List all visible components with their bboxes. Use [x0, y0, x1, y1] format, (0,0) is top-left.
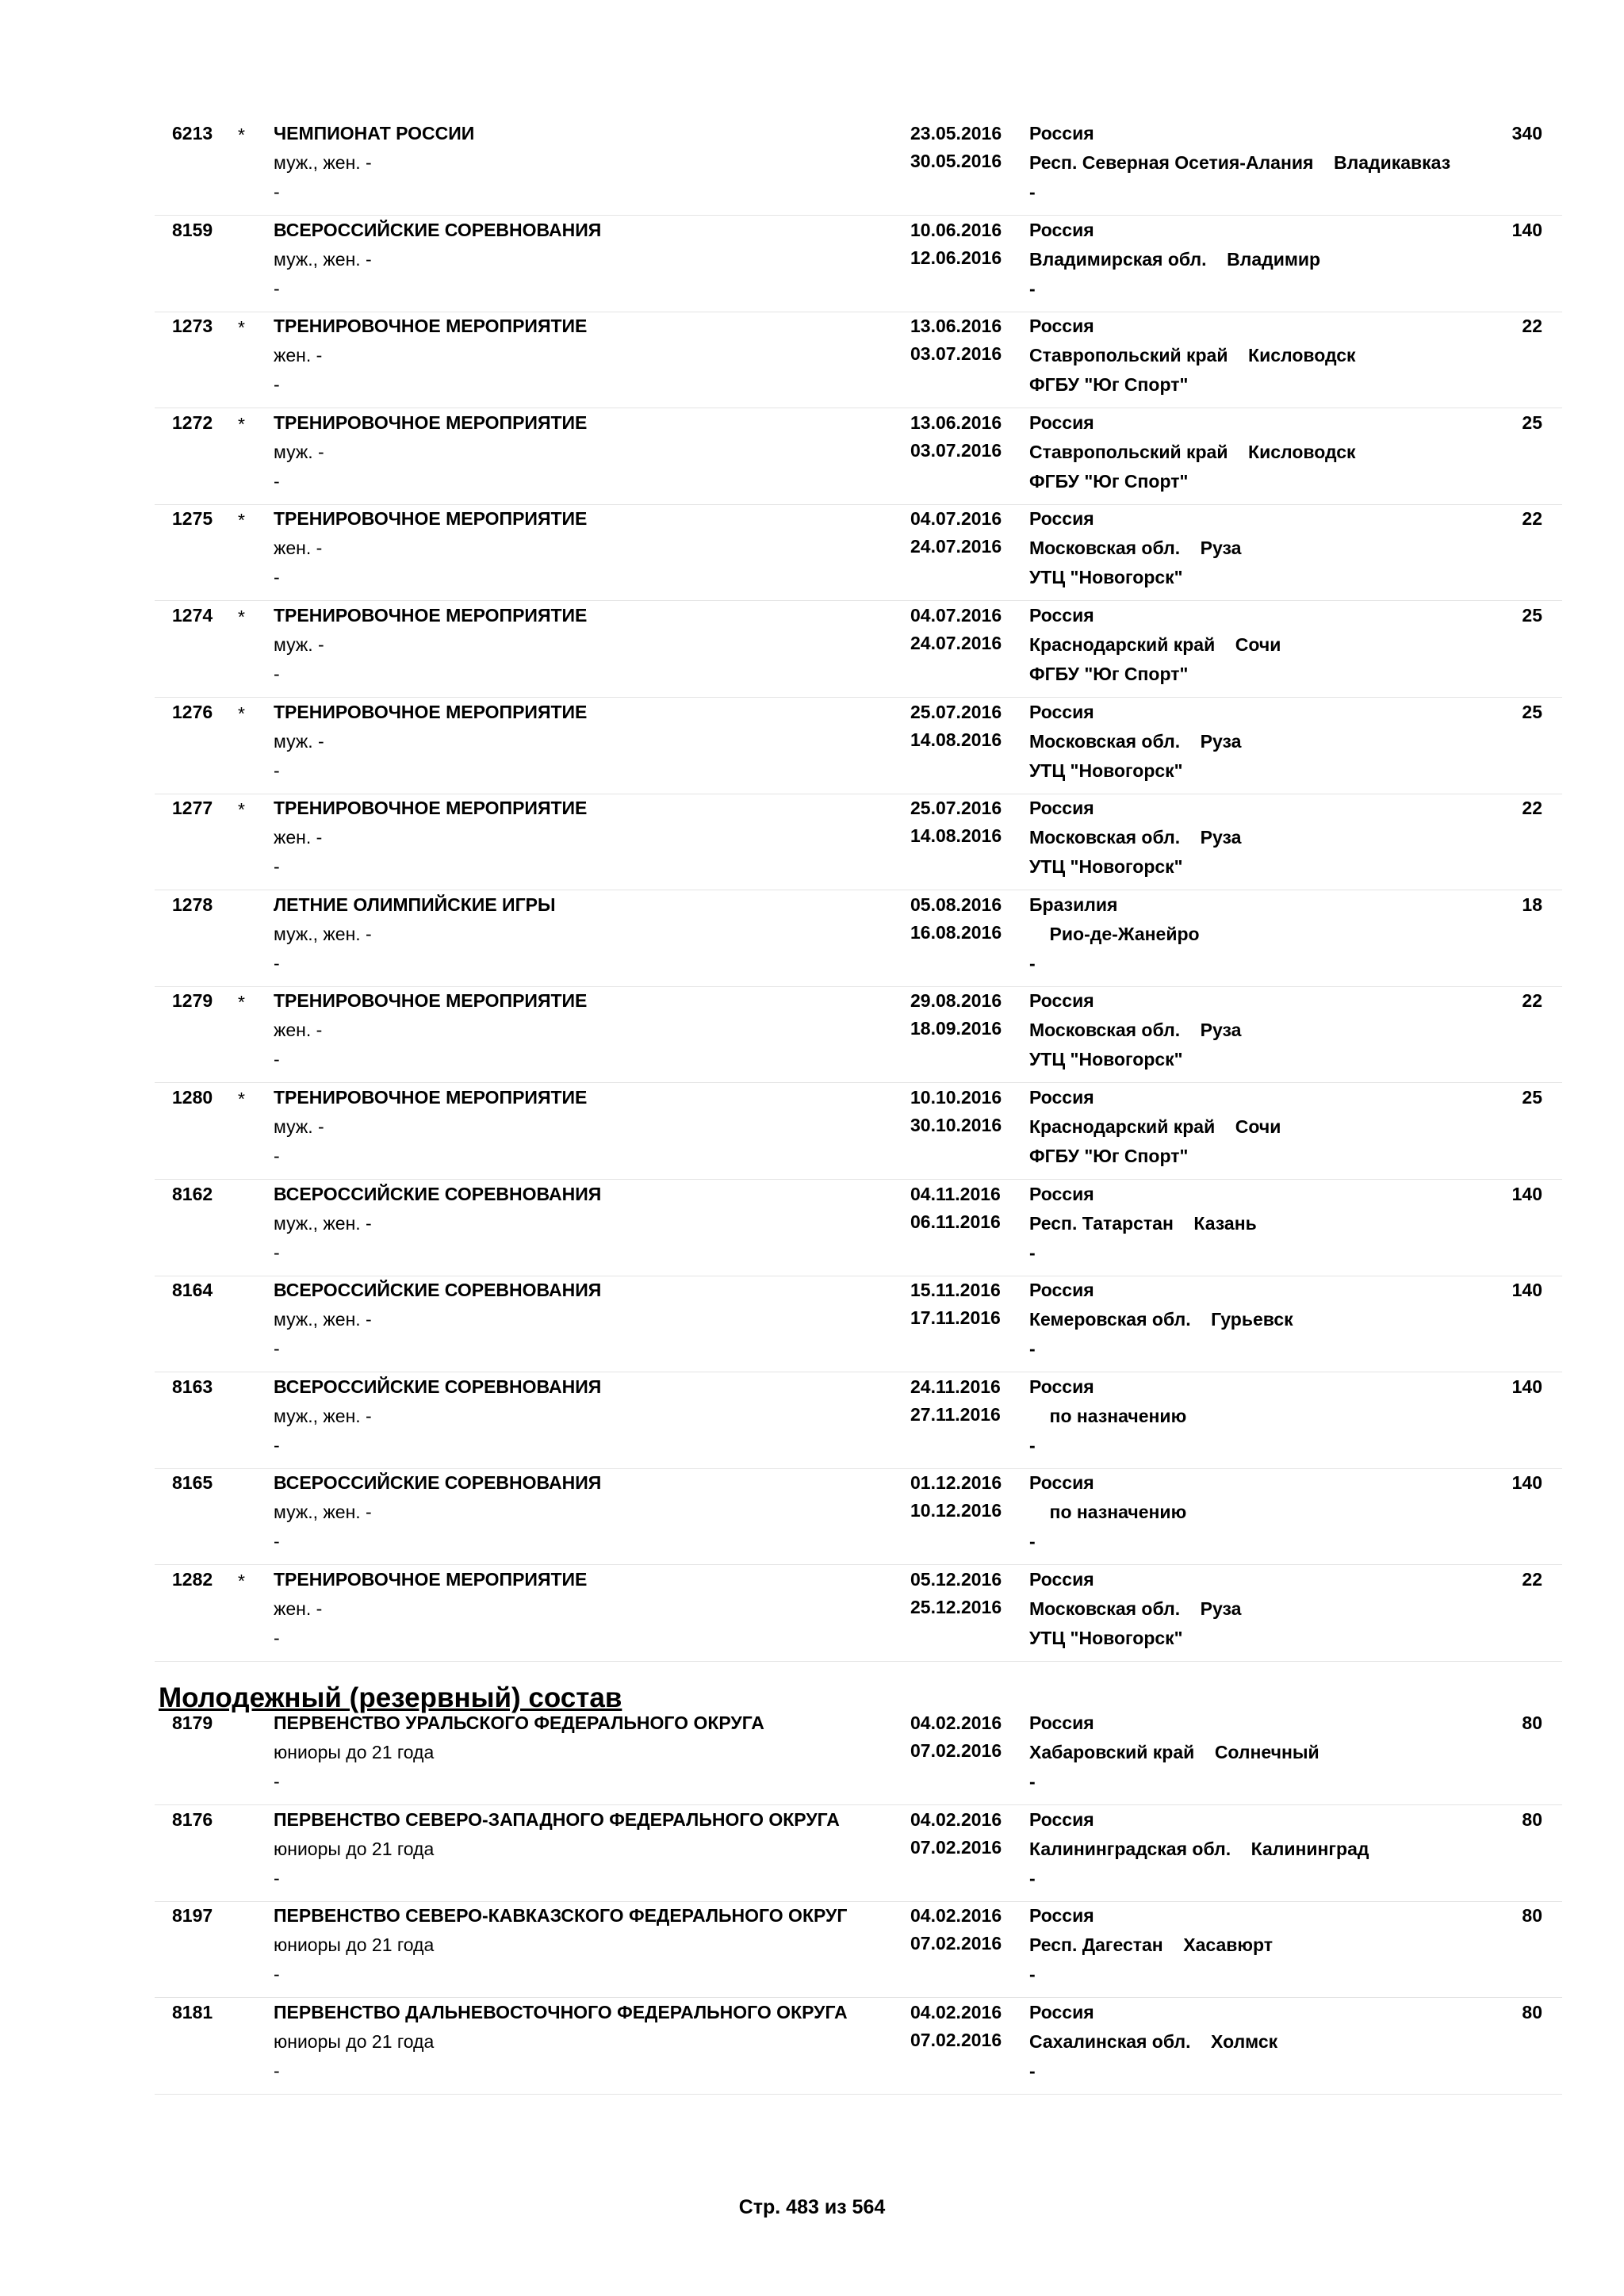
event-id: 8181	[172, 2001, 213, 2022]
event-title: ТРЕНИРОВОЧНОЕ МЕРОПРИЯТИЕ	[274, 701, 588, 722]
participants-count: 25	[1522, 411, 1542, 433]
event-row	[155, 890, 1562, 987]
event-note: -	[274, 1771, 280, 1792]
event-place: Московская обл. Руза	[1029, 730, 1242, 752]
end-date: 14.08.2016	[910, 825, 1002, 847]
event-venue: УТЦ "Новогорск"	[1029, 1049, 1183, 1070]
event-place: Московская обл. Руза	[1029, 538, 1242, 559]
start-date: 04.02.2016	[910, 2001, 1002, 2022]
start-date: 05.08.2016	[910, 894, 1002, 915]
event-venue: -	[1029, 1964, 1036, 1985]
event-category: муж. -	[274, 634, 324, 655]
event-category: юниоры до 21 года	[274, 1934, 435, 1956]
participants-count: 18	[1522, 894, 1542, 915]
event-venue: ФГБУ "Юг Спорт"	[1029, 664, 1189, 684]
end-date: 16.08.2016	[910, 921, 1002, 943]
event-note: -	[274, 1628, 280, 1648]
event-category: жен. -	[274, 345, 323, 366]
event-category: юниоры до 21 года	[274, 1838, 435, 1859]
event-venue: -	[1029, 1867, 1036, 1888]
event-note: -	[274, 1531, 280, 1552]
event-country: Россия	[1029, 1087, 1094, 1108]
event-note: -	[274, 1867, 280, 1888]
event-place: Московская обл. Руза	[1029, 1598, 1242, 1619]
event-category: муж., жен. -	[274, 923, 372, 944]
event-row	[155, 1180, 1562, 1276]
participants-count: 22	[1522, 316, 1542, 337]
event-id: 8197	[172, 1905, 213, 1927]
event-row	[155, 408, 1562, 505]
event-row	[155, 216, 1562, 312]
end-date: 17.11.2016	[910, 1307, 1001, 1329]
event-place: Рио-де-Жанейро	[1029, 923, 1200, 944]
participants-count: 25	[1522, 701, 1542, 722]
event-country: Россия	[1029, 1905, 1094, 1927]
event-place: Московская обл. Руза	[1029, 827, 1242, 848]
event-id: 1280	[172, 1087, 213, 1108]
event-note: -	[274, 952, 280, 974]
event-row	[155, 119, 1562, 216]
end-date: 03.07.2016	[910, 439, 1002, 461]
event-place: Ставропольский край Кисловодск	[1029, 441, 1356, 462]
event-row	[155, 1083, 1562, 1180]
event-row	[155, 698, 1562, 794]
participants-count: 140	[1511, 1376, 1542, 1397]
participants-count: 22	[1522, 1569, 1542, 1590]
event-venue: ФГБУ "Юг Спорт"	[1029, 1146, 1189, 1166]
event-id: 1275	[172, 508, 213, 530]
event-venue: -	[1029, 2060, 1036, 2081]
event-title: ВСЕРОССИЙСКИЕ СОРЕВНОВАНИЯ	[274, 1183, 602, 1204]
start-date: 13.06.2016	[910, 316, 1002, 337]
event-venue: -	[1029, 277, 1036, 299]
event-id: 6213	[172, 123, 213, 144]
event-country: Россия	[1029, 2001, 1094, 2022]
end-date: 30.10.2016	[910, 1115, 1002, 1135]
event-row	[155, 1901, 1562, 1998]
star-marker: *	[238, 413, 245, 434]
start-date: 13.06.2016	[910, 411, 1002, 433]
event-country: Россия	[1029, 1808, 1094, 1830]
event-venue: ФГБУ "Юг Спорт"	[1029, 470, 1189, 492]
event-note: -	[274, 856, 280, 878]
event-id: 1282	[172, 1569, 213, 1590]
event-title: ЧЕМПИОНАТ РОССИИ	[274, 123, 475, 144]
participants-count: 25	[1522, 605, 1542, 626]
event-place: Респ. Дагестан Хасавюрт	[1029, 1934, 1274, 1956]
event-venue: -	[1029, 1338, 1036, 1360]
event-title: ПЕРВЕНСТВО УРАЛЬСКОГО ФЕДЕРАЛЬНОГО ОКРУГА	[274, 1712, 764, 1733]
event-country: Россия	[1029, 798, 1094, 819]
event-venue: -	[1029, 952, 1036, 974]
event-title: ТРЕНИРОВОЧНОЕ МЕРОПРИЯТИЕ	[274, 411, 588, 433]
start-date: 29.08.2016	[910, 990, 1002, 1012]
end-date: 12.06.2016	[910, 247, 1002, 268]
event-category: муж. -	[274, 730, 324, 752]
start-date: 15.11.2016	[910, 1280, 1001, 1301]
event-row	[155, 1709, 1562, 1805]
event-country: Бразилия	[1029, 894, 1118, 915]
start-date: 10.10.2016	[910, 1087, 1002, 1108]
event-id: 8164	[172, 1280, 213, 1301]
event-title: ВСЕРОССИЙСКИЕ СОРЕВНОВАНИЯ	[274, 219, 602, 240]
end-date: 27.11.2016	[910, 1403, 1001, 1425]
section-title: Молодежный (резервный) состав	[159, 1682, 622, 1713]
event-place: по назначению	[1029, 1405, 1187, 1426]
star-marker: *	[238, 317, 245, 339]
end-date: 10.12.2016	[910, 1500, 1002, 1521]
event-category: юниоры до 21 года	[274, 1742, 435, 1762]
start-date: 04.02.2016	[910, 1905, 1002, 1927]
event-place: Краснодарский край Сочи	[1029, 634, 1281, 655]
event-venue: УТЦ "Новогорск"	[1029, 760, 1183, 781]
event-category: муж., жен. -	[274, 1405, 372, 1426]
star-marker: *	[238, 799, 245, 821]
event-id: 8176	[172, 1808, 213, 1830]
event-category: жен. -	[274, 1020, 323, 1041]
start-date: 04.07.2016	[910, 508, 1002, 530]
event-id: 8159	[172, 219, 213, 240]
event-venue: -	[1029, 182, 1036, 202]
event-title: ТРЕНИРОВОЧНОЕ МЕРОПРИЯТИЕ	[274, 798, 588, 819]
event-venue: -	[1029, 1771, 1036, 1792]
star-marker: *	[238, 1571, 245, 1591]
event-note: -	[274, 470, 280, 492]
participants-count: 80	[1522, 2001, 1542, 2022]
event-place: Владимирская обл. Владимир	[1029, 248, 1321, 270]
event-category: жен. -	[274, 1598, 323, 1619]
event-country: Россия	[1029, 701, 1094, 722]
event-country: Россия	[1029, 1569, 1094, 1590]
end-date: 07.02.2016	[910, 1933, 1002, 1954]
event-note: -	[274, 2060, 280, 2081]
participants-count: 80	[1522, 1712, 1542, 1733]
participants-count: 340	[1511, 123, 1542, 144]
event-note: -	[274, 1049, 280, 1070]
event-place: Кемеровская обл. Гурьевск	[1029, 1309, 1293, 1330]
event-id: 1273	[172, 316, 213, 337]
event-note: -	[274, 1146, 280, 1166]
start-date: 24.11.2016	[910, 1376, 1001, 1397]
event-id: 1277	[172, 798, 213, 819]
event-country: Россия	[1029, 1183, 1094, 1204]
event-category: муж., жен. -	[274, 152, 372, 173]
end-date: 03.07.2016	[910, 343, 1002, 365]
event-title: ТРЕНИРОВОЧНОЕ МЕРОПРИЯТИЕ	[274, 605, 588, 626]
event-note: -	[274, 567, 280, 588]
event-country: Россия	[1029, 605, 1094, 626]
event-row	[155, 1998, 1562, 2095]
participants-count: 80	[1522, 1905, 1542, 1927]
participants-count: 140	[1511, 1280, 1542, 1301]
end-date: 14.08.2016	[910, 729, 1002, 750]
event-row	[155, 986, 1562, 1083]
event-title: ВСЕРОССИЙСКИЕ СОРЕВНОВАНИЯ	[274, 1376, 602, 1397]
star-marker: *	[238, 1089, 245, 1109]
start-date: 23.05.2016	[910, 123, 1002, 144]
start-date: 05.12.2016	[910, 1569, 1002, 1590]
event-note: -	[274, 1338, 280, 1360]
event-venue: ФГБУ "Юг Спорт"	[1029, 374, 1189, 396]
event-place: Московская обл. Руза	[1029, 1020, 1242, 1041]
event-country: Россия	[1029, 1472, 1094, 1494]
event-place: Ставропольский край Кисловодск	[1029, 345, 1356, 366]
participants-count: 140	[1511, 1183, 1542, 1204]
event-category: муж., жен. -	[274, 248, 372, 270]
event-note: -	[274, 760, 280, 781]
star-marker: *	[238, 702, 245, 724]
event-title: ТРЕНИРОВОЧНОЕ МЕРОПРИЯТИЕ	[274, 1087, 588, 1108]
event-place: Краснодарский край Сочи	[1029, 1116, 1281, 1137]
star-marker: *	[238, 607, 245, 627]
event-country: Россия	[1029, 508, 1094, 530]
event-id: 1279	[172, 990, 213, 1012]
event-id: 8165	[172, 1472, 213, 1494]
event-category: муж. -	[274, 1116, 324, 1137]
event-venue: УТЦ "Новогорск"	[1029, 1628, 1183, 1648]
participants-count: 80	[1522, 1808, 1542, 1830]
event-row	[155, 1565, 1562, 1662]
event-note: -	[274, 1242, 280, 1263]
end-date: 24.07.2016	[910, 536, 1002, 557]
event-row	[155, 1276, 1562, 1372]
end-date: 30.05.2016	[910, 151, 1002, 171]
event-category: жен. -	[274, 827, 323, 848]
end-date: 25.12.2016	[910, 1597, 1002, 1617]
event-country: Россия	[1029, 411, 1094, 433]
event-title: ТРЕНИРОВОЧНОЕ МЕРОПРИЯТИЕ	[274, 1569, 588, 1590]
event-row	[155, 312, 1562, 408]
event-country: Россия	[1029, 990, 1094, 1012]
event-title: ПЕРВЕНСТВО ДАЛЬНЕВОСТОЧНОГО ФЕДЕРАЛЬНОГО ОКРУГА	[274, 2001, 848, 2022]
start-date: 04.02.2016	[910, 1712, 1002, 1733]
event-title: ВСЕРОССИЙСКИЕ СОРЕВНОВАНИЯ	[274, 1472, 602, 1494]
event-row	[155, 1805, 1562, 1902]
event-note: -	[274, 277, 280, 299]
event-title: ЛЕТНИЕ ОЛИМПИЙСКИЕ ИГРЫ	[274, 894, 556, 915]
end-date: 07.02.2016	[910, 2029, 1002, 2050]
event-venue: -	[1029, 1531, 1036, 1552]
end-date: 24.07.2016	[910, 633, 1002, 653]
participants-count: 140	[1511, 1472, 1542, 1494]
start-date: 04.11.2016	[910, 1183, 1001, 1204]
participants-count: 22	[1522, 508, 1542, 530]
event-id: 1276	[172, 701, 213, 722]
star-marker: *	[238, 510, 245, 531]
event-row	[155, 794, 1562, 890]
event-country: Россия	[1029, 316, 1094, 337]
event-note: -	[274, 182, 280, 202]
event-place: Сахалинская обл. Холмск	[1029, 2030, 1278, 2052]
event-id: 1274	[172, 605, 213, 626]
event-note: -	[274, 1964, 280, 1985]
event-venue: -	[1029, 1434, 1036, 1456]
event-row	[155, 1372, 1562, 1469]
event-id: 8162	[172, 1183, 213, 1204]
participants-count: 22	[1522, 990, 1542, 1012]
event-country: Россия	[1029, 1712, 1094, 1733]
event-place: Респ. Северная Осетия-Алания Владикавказ	[1029, 152, 1451, 173]
event-note: -	[274, 374, 280, 396]
event-venue: -	[1029, 1242, 1036, 1263]
event-row	[155, 601, 1562, 698]
star-marker: *	[238, 992, 245, 1013]
participants-count: 25	[1522, 1087, 1542, 1108]
event-title: ТРЕНИРОВОЧНОЕ МЕРОПРИЯТИЕ	[274, 316, 588, 337]
event-title: ПЕРВЕНСТВО СЕВЕРО-ЗАПАДНОГО ФЕДЕРАЛЬНОГО ОКРУГА	[274, 1808, 840, 1830]
start-date: 25.07.2016	[910, 701, 1002, 722]
star-marker: *	[238, 124, 245, 145]
event-title: ПЕРВЕНСТВО СЕВЕРО-КАВКАЗСКОГО ФЕДЕРАЛЬНОГО ОКРУГ	[274, 1905, 848, 1927]
event-venue: УТЦ "Новогорск"	[1029, 567, 1183, 588]
event-id: 8179	[172, 1712, 213, 1733]
event-row	[155, 1468, 1562, 1565]
event-place: Респ. Татарстан Казань	[1029, 1212, 1257, 1234]
event-category: муж., жен. -	[274, 1309, 372, 1330]
event-category: юниоры до 21 года	[274, 2030, 435, 2052]
event-place: Калининградская обл. Калининград	[1029, 1838, 1369, 1859]
end-date: 07.02.2016	[910, 1740, 1002, 1761]
event-country: Россия	[1029, 1376, 1094, 1397]
event-category: муж., жен. -	[274, 1212, 372, 1234]
page-footer: Стр. 483 из 564	[738, 2196, 886, 2218]
event-note: -	[274, 664, 280, 684]
event-country: Россия	[1029, 1280, 1094, 1301]
event-category: муж., жен. -	[274, 1502, 372, 1523]
event-title: ТРЕНИРОВОЧНОЕ МЕРОПРИЯТИЕ	[274, 990, 588, 1012]
participants-count: 140	[1511, 219, 1542, 240]
end-date: 18.09.2016	[910, 1018, 1002, 1039]
start-date: 01.12.2016	[910, 1472, 1002, 1494]
start-date: 10.06.2016	[910, 219, 1002, 240]
event-title: ВСЕРОССИЙСКИЕ СОРЕВНОВАНИЯ	[274, 1280, 602, 1301]
event-country: Россия	[1029, 219, 1094, 240]
start-date: 04.07.2016	[910, 605, 1002, 626]
event-id: 1272	[172, 411, 213, 433]
event-id: 8163	[172, 1376, 213, 1397]
event-category: муж. -	[274, 441, 324, 462]
start-date: 25.07.2016	[910, 798, 1002, 819]
event-venue: УТЦ "Новогорск"	[1029, 856, 1183, 878]
event-country: Россия	[1029, 123, 1094, 144]
event-category: жен. -	[274, 538, 323, 559]
participants-count: 22	[1522, 798, 1542, 819]
end-date: 07.02.2016	[910, 1836, 1002, 1858]
event-note: -	[274, 1434, 280, 1456]
event-place: Хабаровский край Солнечный	[1029, 1742, 1320, 1762]
event-row	[155, 504, 1562, 601]
event-id: 1278	[172, 894, 213, 915]
start-date: 04.02.2016	[910, 1808, 1002, 1830]
event-title: ТРЕНИРОВОЧНОЕ МЕРОПРИЯТИЕ	[274, 508, 588, 530]
event-place: по назначению	[1029, 1502, 1187, 1523]
end-date: 06.11.2016	[910, 1211, 1001, 1232]
